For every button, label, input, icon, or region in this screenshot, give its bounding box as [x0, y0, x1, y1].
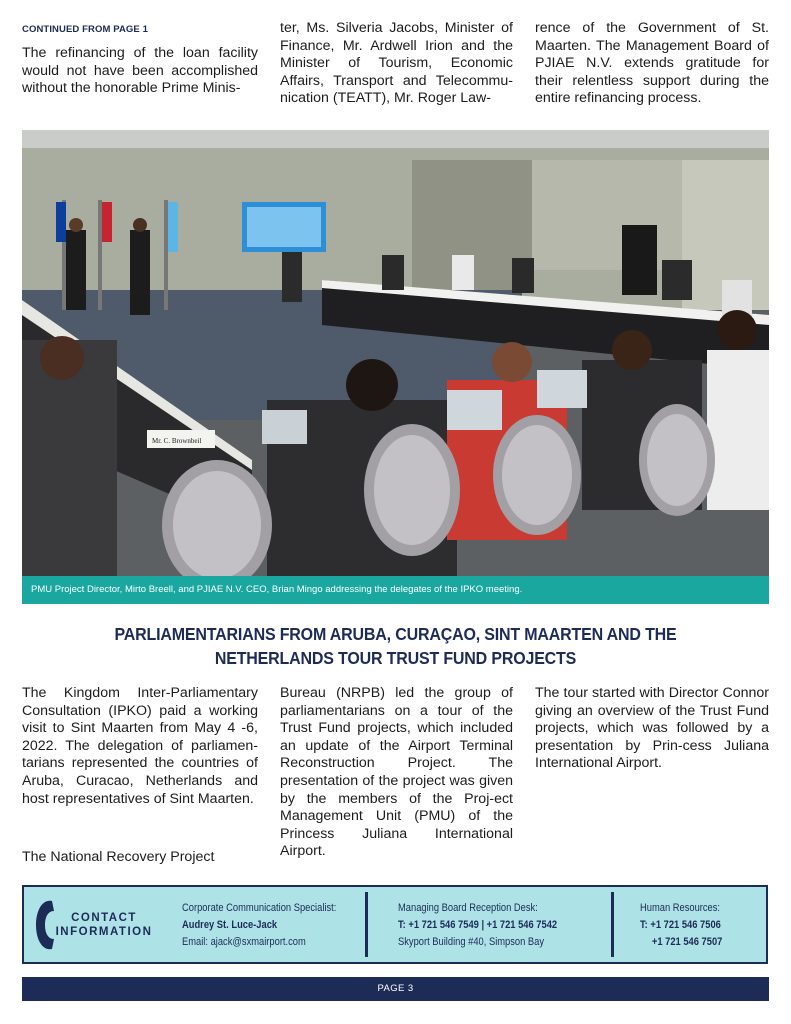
hr-label: Human Resources:	[640, 902, 721, 914]
reception-label: Managing Board Reception Desk:	[398, 902, 538, 914]
contact-title-line-1: CONTACT	[71, 912, 137, 924]
reception-address: Skyport Building #40, Simpson Bay	[398, 936, 545, 948]
ipko-meeting-photo	[22, 130, 769, 576]
communication-name: Audrey St. Luce-Jack	[182, 919, 278, 931]
hr-phone-2[interactable]: +1 721 546 7507	[651, 936, 723, 948]
intro-column-3: rence of the Government of St. Maarten. The Management Board of PJIAE N.V. extends gratitude for their relentless support during the entire refinancing process.	[535, 20, 769, 107]
article-column-1-continued: The National Recovery Project	[22, 849, 215, 865]
meeting-room-illustration	[22, 130, 769, 576]
reception-phones[interactable]: T: +1 721 546 7549 | +1 721 546 7542	[398, 919, 558, 931]
article-headline	[76, 622, 716, 670]
headline-line-2: NETHERLANDS TOUR TRUST FUND PROJECTS	[214, 648, 577, 668]
communication-label: Corporate Communication Specialist:	[182, 902, 337, 914]
contact-divider-2	[611, 892, 614, 957]
nameplate-text: Mr. C. Brownbeil	[152, 437, 202, 445]
article-column-1: The Kingdom Inter-Parliamentary Consultation (IPKO) paid a working visit to Sint Maarten from May 4 -6, 2022. The delegation of parliamen-tarians represented the countries of Aruba, Curacao, Netherlands and host representatives of Sint Maarten.	[22, 685, 258, 807]
intro-column-1: The refinancing of the loan facility would not have been accomplished without the honorable Prime Minis-	[22, 45, 258, 97]
page-number-bar	[22, 977, 769, 1001]
contact-hr-block	[640, 900, 760, 951]
contact-reception-block	[398, 900, 618, 951]
photo-caption: PMU Project Director, Mirto Breell, and PJIAE N.V. CEO, Brian Mingo addressing the delegates of the IPKO meeting.	[31, 584, 523, 595]
article-column-3: The tour started with Director Connor giving an overview of the Trust Fund projects, which was followed by a presentation by Prin-cess Juliana International Airport.	[535, 685, 769, 772]
continued-label: CONTINUED FROM PAGE 1	[22, 24, 148, 35]
contact-title-line-2: INFORMATION	[55, 926, 153, 938]
contact-information-box	[22, 885, 768, 964]
contact-communication-block	[182, 900, 362, 951]
page-number: PAGE 3	[377, 983, 414, 994]
contact-information-title	[54, 911, 154, 939]
article-column-2: Bureau (NRPB) led the group of parliamentarians on a tour of the Trust Fund projects, which included an update of the Airport Terminal Reconstruction Project. The presentation of the project was given by the members of the Proj-ect Management Unit (PMU) of the Princess Juliana International Airport.	[280, 685, 513, 860]
photo-caption-bar	[22, 576, 769, 604]
contact-divider-1	[365, 892, 368, 957]
headline-line-1: PARLIAMENTARIANS FROM ARUBA, CURAÇAO, SINT MAARTEN AND THE	[114, 624, 677, 644]
communication-email[interactable]: Email: ajack@sxmairport.com	[182, 936, 306, 948]
hr-phone-1[interactable]: T: +1 721 546 7506	[640, 919, 721, 931]
intro-column-2: ter, Ms. Silveria Jacobs, Minister of Finance, Mr. Ardwell Irion and the Minister of Tourism, Economic Affairs, Transport and Telecommu-nication (TEATT), Mr. Roger Law-	[280, 20, 513, 107]
